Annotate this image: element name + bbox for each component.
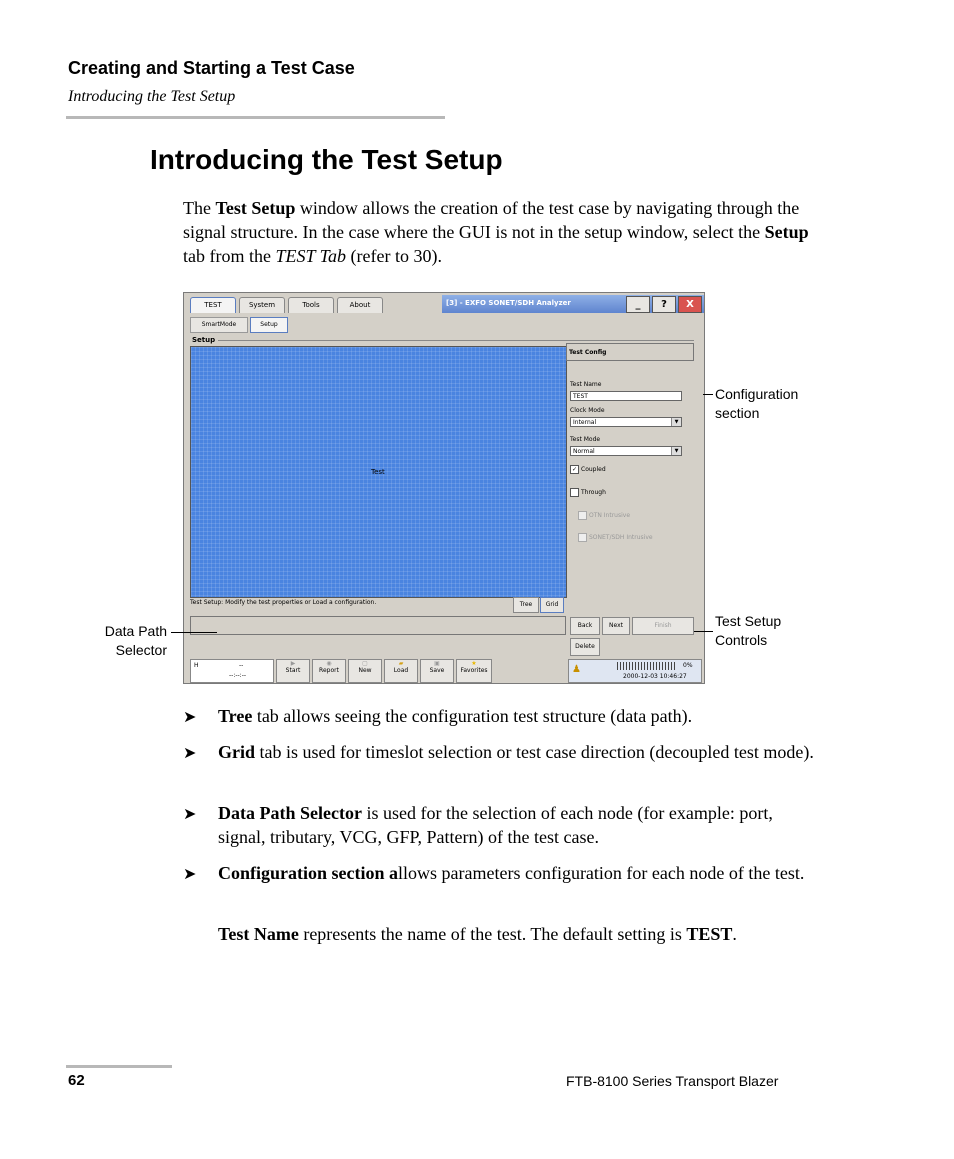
- user-icon: ♟: [572, 664, 581, 675]
- datapath-callout-line: [171, 632, 217, 633]
- save-label: Save: [429, 667, 445, 674]
- testname-text: represents the name of the test. The default setting is: [298, 924, 687, 944]
- page-number: 62: [68, 1072, 85, 1089]
- datetime: 2000-12-03 10:46:27: [623, 673, 687, 680]
- arrow-bullet-icon: ➤: [183, 745, 197, 762]
- coupled-label: Coupled: [581, 466, 606, 473]
- otn-intrusive-label: OTN Intrusive: [589, 512, 631, 519]
- counter-label: H: [194, 662, 199, 669]
- help-button[interactable]: ?: [652, 296, 676, 313]
- bullet-bold: Data Path Selector: [218, 803, 362, 823]
- percent-readout: 0%: [683, 662, 693, 669]
- test-name-label: Test Name: [570, 381, 602, 388]
- through-checkbox[interactable]: [570, 488, 579, 497]
- window-title: [3] - EXFO SONET/SDH Analyzer: [446, 299, 571, 307]
- bullet-body: is used for the selection of each node (for example: port, signal, tributary, VCG, GFP, Pattern) of the test case.: [218, 803, 773, 847]
- intro-text-1: The: [183, 198, 216, 218]
- counter-time: --:--:--: [229, 672, 247, 679]
- load-button[interactable]: [384, 659, 418, 683]
- intro-text-3: tab from the: [183, 246, 276, 266]
- page-title: Introducing the Test Setup: [150, 144, 503, 175]
- intro-bold-setup: Setup: [764, 222, 809, 242]
- intro-italic-test-tab: TEST Tab: [275, 246, 347, 266]
- intro-bold-test-setup: Test Setup: [215, 198, 296, 218]
- controls-callout-line: [694, 631, 713, 632]
- tab-test[interactable]: TEST: [190, 297, 236, 313]
- setup-group-label: Setup: [192, 336, 216, 344]
- arrow-bullet-icon: ➤: [183, 709, 197, 726]
- sonet-intrusive-checkbox[interactable]: [578, 533, 587, 542]
- delete-button[interactable]: Delete: [570, 638, 600, 656]
- controls-callout: [715, 612, 781, 650]
- next-button[interactable]: Next: [602, 617, 630, 635]
- chevron-down-icon: ▼: [671, 447, 681, 455]
- coupled-checkbox[interactable]: ✓: [571, 466, 578, 473]
- controls-callout-line1: Test Setup: [715, 613, 782, 629]
- subtab-setup[interactable]: Setup: [250, 317, 288, 333]
- report-icon: ◉: [326, 660, 332, 667]
- test-setup-screenshot: [183, 292, 705, 684]
- tree-tab[interactable]: Tree: [513, 597, 539, 613]
- testname-bold: Test Name: [218, 924, 299, 944]
- sonet-intrusive-label: SONET/SDH Intrusive: [589, 534, 653, 541]
- status-text: Test Setup: Modify the test properties or Load a configuration.: [190, 599, 377, 606]
- play-icon: ▶: [290, 660, 296, 667]
- datapath-callout-line2: Selector: [115, 642, 167, 658]
- save-icon: ▣: [434, 660, 440, 667]
- test-mode-select[interactable]: [570, 446, 682, 456]
- counter-value: --: [239, 662, 244, 669]
- test-mode-value: Normal: [573, 448, 595, 455]
- testname-period: .: [732, 924, 737, 944]
- test-name-paragraph: [218, 922, 828, 946]
- new-document-icon: ▢: [362, 660, 368, 667]
- favorites-button[interactable]: [456, 659, 492, 683]
- bullet-text: [218, 704, 818, 728]
- clock-mode-label: Clock Mode: [570, 407, 605, 414]
- close-button[interactable]: X: [678, 296, 702, 313]
- counter-display: [190, 659, 274, 683]
- header-rule: [66, 116, 445, 119]
- bullet-body: llows parameters configuration for each node of the test.: [398, 863, 805, 883]
- save-button[interactable]: [420, 659, 454, 683]
- bullet-bold: Configuration section a: [218, 863, 398, 883]
- grid-tab[interactable]: Grid: [540, 597, 564, 613]
- config-callout-line: [703, 394, 713, 395]
- otn-intrusive-checkbox[interactable]: [578, 511, 587, 520]
- report-label: Report: [319, 667, 339, 674]
- battery-icon: [617, 662, 675, 670]
- status-tray: [568, 659, 702, 683]
- bullet-text: [218, 801, 818, 849]
- arrow-bullet-icon: ➤: [183, 806, 197, 823]
- section-subheading: Introducing the Test Setup: [68, 88, 236, 105]
- bullet-bold: Tree: [218, 706, 253, 726]
- controls-callout-line2: Controls: [715, 632, 768, 648]
- grid-test-label: Test: [371, 468, 385, 476]
- clock-mode-value: Internal: [573, 419, 597, 426]
- folder-icon: ▰: [398, 660, 404, 667]
- start-button[interactable]: [276, 659, 310, 683]
- bullet-body: tab is used for timeslot selection or test case direction (decoupled test mode).: [255, 742, 814, 762]
- configuration-panel: [566, 341, 696, 616]
- testname-default-bold: TEST: [686, 924, 733, 944]
- chevron-down-icon: ▼: [671, 418, 681, 426]
- footer-rule: [66, 1065, 172, 1068]
- tab-system[interactable]: System: [239, 297, 285, 313]
- bullet-text: [218, 740, 818, 764]
- config-panel-title: Test Config: [566, 343, 694, 361]
- finish-button[interactable]: Finish: [632, 617, 694, 635]
- tab-tools[interactable]: Tools: [288, 297, 334, 313]
- bullet-body: tab allows seeing the configuration test structure (data path).: [252, 706, 693, 726]
- footer-product: FTB-8100 Series Transport Blazer: [566, 1073, 779, 1089]
- config-callout: [715, 385, 798, 423]
- new-label: New: [358, 667, 372, 674]
- favorites-label: Favorites: [460, 667, 488, 674]
- new-button[interactable]: [348, 659, 382, 683]
- bullet-bold: Grid: [218, 742, 256, 762]
- chapter-heading: Creating and Starting a Test Case: [68, 58, 355, 78]
- setup-grid-area[interactable]: [190, 346, 567, 598]
- subtab-smartmode[interactable]: SmartMode: [190, 317, 248, 333]
- back-button[interactable]: Back: [570, 617, 600, 635]
- clock-mode-select[interactable]: [570, 417, 682, 427]
- config-callout-line1: Configuration: [715, 386, 799, 402]
- through-label: Through: [581, 489, 606, 496]
- start-label: Start: [285, 667, 301, 674]
- test-mode-label: Test Mode: [570, 436, 601, 443]
- bullet-text: [218, 861, 818, 885]
- data-path-selector[interactable]: [190, 616, 566, 635]
- config-callout-line2: section: [715, 405, 760, 421]
- arrow-bullet-icon: ➤: [183, 866, 197, 883]
- report-button[interactable]: [312, 659, 346, 683]
- minimize-button[interactable]: _: [626, 296, 650, 313]
- test-name-field[interactable]: TEST: [570, 391, 682, 401]
- tab-about[interactable]: About: [337, 297, 383, 313]
- datapath-callout: [60, 622, 167, 660]
- intro-text-2: window allows the creation of the test case by navigating through the signal structure. In the case where the GUI is not in the setup window, select the: [183, 198, 800, 242]
- intro-paragraph: [183, 196, 823, 268]
- star-icon: ★: [471, 660, 477, 667]
- datapath-callout-line1: Data Path: [104, 623, 167, 639]
- load-label: Load: [393, 667, 409, 674]
- intro-text-4: (refer to 30).: [346, 246, 442, 266]
